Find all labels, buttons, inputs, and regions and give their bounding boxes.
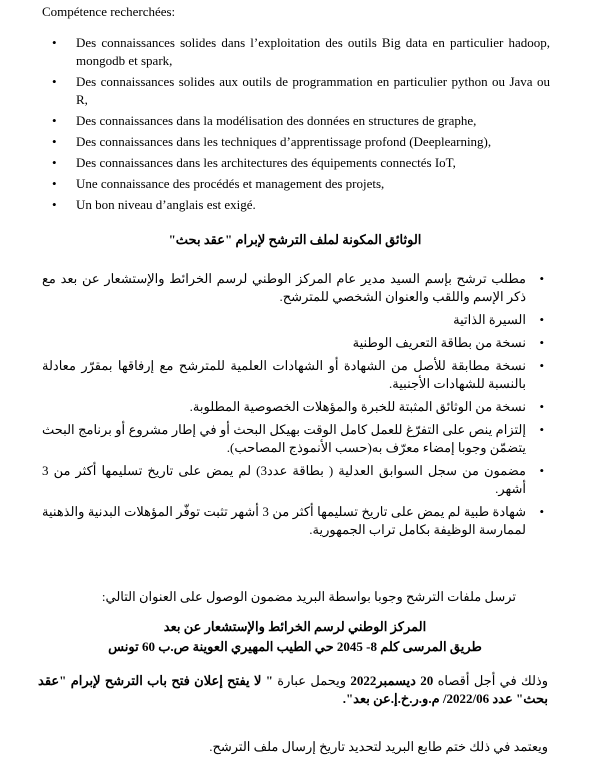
- list-item: • Des connaissances solides dans l’exploitation des outils Big data en particulier hadoop, mongodb et spark,: [42, 34, 550, 70]
- deadline-text: وذلك في أجل أقصاه: [437, 673, 549, 688]
- envelope-mention: " لا يفتح إعلان فتح باب الترشح لإبرام "عقد بحث" عدد 2022/06/ م.و.ر.خ.إ.عن بعد".: [38, 673, 548, 706]
- list-item: • السيرة الذاتية: [42, 311, 550, 329]
- address-line-2: طريق المرسى كلم 8- 2045 حي الطيب المهيري العوينة ص.ب 60 تونس: [108, 639, 482, 654]
- list-item: • Des connaissances dans la modélisation des données en structures de graphe,: [42, 112, 550, 130]
- list-item: • Des connaissances dans les techniques d’apprentissage profond (Deeplearning),: [42, 133, 550, 151]
- list-item: • مضمون من سجل السوابق العدلية ( بطاقة عدد3) لم يمض على تاريخ تسليمها أكثر من 3 أشهر.: [42, 462, 550, 498]
- deadline-text: ويحمل عبارة: [277, 673, 347, 688]
- address-line-1: المركز الوطني لرسم الخرائط والإستشعار عن بعد: [163, 619, 427, 634]
- list-item: • Des connaissances dans les architectures des équipements connectés IoT,: [42, 154, 550, 172]
- list-item: • شهادة طبية لم يمض على تاريخ تسليمها أكثر من 3 أشهر تثبت توفّر المؤهلات البدنية والذهنية لممارسة الوظيفة بكامل تراب الجمهورية.: [42, 503, 550, 539]
- list-item: • مطلب ترشح بإسم السيد مدير عام المركز الوطني لرسم الخرائط والإستشعار عن بعد مع ذكر الإسم واللقب والعنوان الشخصي للمترشح.: [42, 270, 550, 306]
- list-item: • نسخة مطابقة للأصل من الشهادة أو الشهادات العلمية للمترشح مع إرفاقها بمقرّر معادلة بالنسبة للشهادات الأجنبية.: [42, 357, 550, 393]
- list-item: • Une connaissance des procédés et management des projets,: [42, 175, 550, 193]
- list-item: • إلتزام ينص على التفرّغ للعمل كامل الوقت بهيكل البحث أو في إطار مشروع أو برنامج البحث يتضمّن وجوبا إمضاء معرّف به(حسب الأنموذج المصاحب).: [42, 421, 550, 457]
- deadline-date: 20 ديسمبر2022: [350, 673, 434, 688]
- list-item: • Un bon niveau d’anglais est exigé.: [42, 196, 550, 214]
- list-item: • نسخة من الوثائق المثبتة للخبرة والمؤهلات الخصوصية المطلوبة.: [42, 398, 550, 416]
- competences-list: [42, 34, 550, 217]
- postmark-note: ويعتمد في ذلك ختم طابع البريد لتحديد تاريخ إرسال ملف الترشح.: [209, 739, 548, 754]
- sending-instructions: ترسل ملفات الترشح وجوبا بواسطة البريد مضمون الوصول على العنوان التالي:: [101, 589, 516, 604]
- list-item: • نسخة من بطاقة التعريف الوطنية: [42, 334, 550, 352]
- documents-list: [42, 270, 550, 544]
- deadline-paragraph: [38, 672, 548, 708]
- list-item: • Des connaissances solides aux outils de programmation en particulier python ou Java ou R,: [42, 73, 550, 109]
- competences-heading: Compétence recherchées:: [42, 4, 176, 19]
- documents-heading: الوثائق المكونة لملف الترشح لإبرام "عقد بحث": [168, 232, 422, 247]
